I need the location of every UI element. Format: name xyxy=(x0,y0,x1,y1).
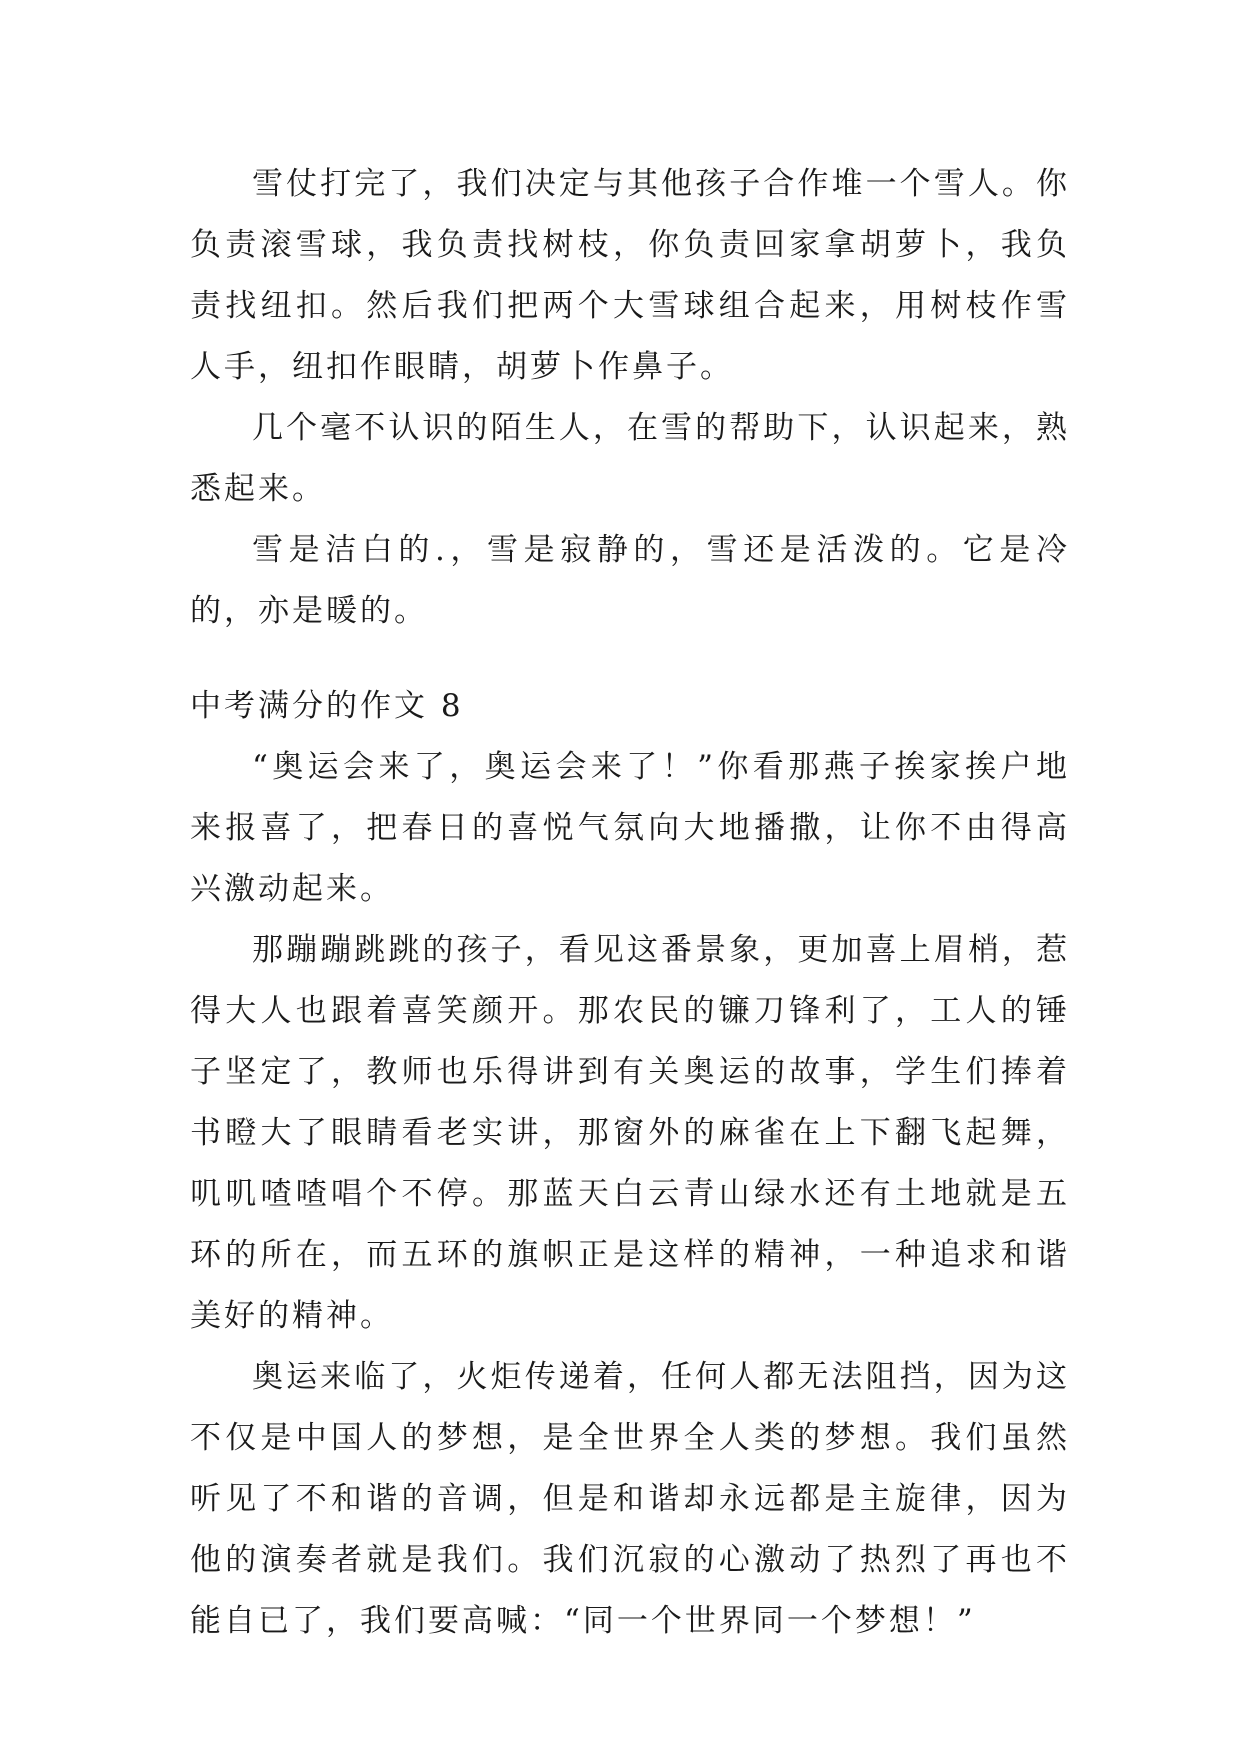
paragraph-strangers: 几个毫不认识的陌生人，在雪的帮助下，认识起来，熟悉起来。 xyxy=(190,410,1070,507)
paragraph-one-dream: 奥运来临了，火炬传递着，任何人都无法阻挡，因为这不仅是中国人的梦想，是全世界全人类的梦想。我们虽然听见了不和谐的音调，但是和谐却永远都是主旋律，因为他的演奏者就是我们。我们沉寂的心激动了热烈了再也不能自已了，我们要高喊：“同一个世界同一个梦想！” xyxy=(190,1359,1070,1639)
paragraph-snowman: 雪仗打完了，我们决定与其他孩子合作堆一个雪人。你负责滚雪球，我负责找树枝，你负责回家拿胡萝卜，我负责找纽扣。然后我们把两个大雪球组合起来，用树枝作雪人手，纽扣作眼睛，胡萝卜作鼻子。 xyxy=(190,166,1070,385)
paragraph-olympics-coming: “奥运会来了，奥运会来了！”你看那燕子挨家挨户地来报喜了，把春日的喜悦气氛向大地播撒，让你不由得高兴激动起来。 xyxy=(190,749,1070,907)
paragraph-snow-warm: 雪是洁白的.，雪是寂静的，雪还是活泼的。它是冷的，亦是暖的。 xyxy=(190,532,1070,629)
essay-section-8 xyxy=(190,676,1070,1652)
essay-heading: 中考满分的作文 8 xyxy=(190,688,464,724)
paragraph-people-joy: 那蹦蹦跳跳的孩子，看见这番景象，更加喜上眉梢，惹得大人也跟着喜笑颜开。那农民的镰刀锋利了，工人的锤子坚定了，教师也乐得讲到有关奥运的故事，学生们捧着书瞪大了眼睛看老实讲，那窗外的麻雀在上下翻飞起舞，叽叽喳喳唱个不停。那蓝天白云青山绿水还有土地就是五环的所在，而五环的旗帜正是这样的精神，一种追求和谐美好的精神。 xyxy=(190,932,1070,1334)
essay-section-continued xyxy=(190,154,1070,642)
